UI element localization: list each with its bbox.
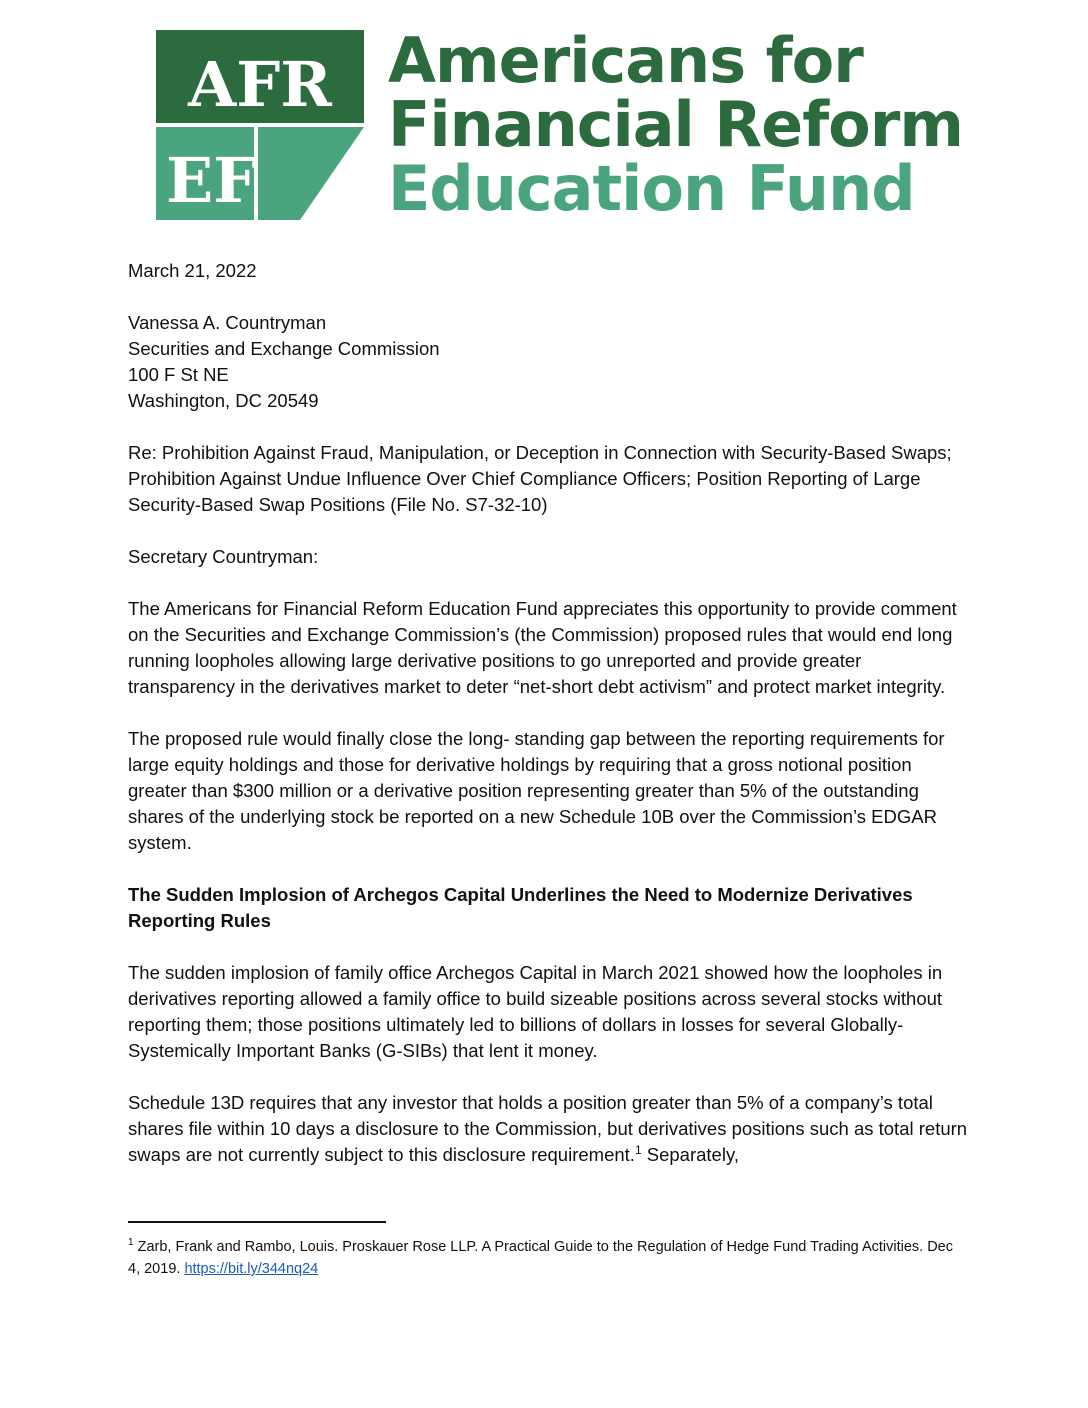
footnote-number: 1 — [128, 1237, 134, 1249]
section-heading: The Sudden Implosion of Archegos Capital Underlines the Need to Modernize Derivatives Reporting Rules — [128, 884, 913, 931]
footnote-divider — [128, 1221, 386, 1223]
paragraph-archegos: The sudden implosion of family office Archegos Capital in March 2021 showed how the loopholes in derivatives reporting allowed a family office to build sizeable positions across several stocks without reporting them; those positions ultimately led to billions of dollars in losses for several Globally-Systemically Important Banks (G-SIBs) that lent it money. — [128, 962, 943, 1061]
paragraph-proposed-rule: The proposed rule would finally close the long- standing gap between the reporting requirements for large equity holdings and those for derivative holdings by requiring that a gross notional position greater than $300 million or a derivative position representing greater than 5% of the outstanding shares of the underlying stock be reported on a new Schedule 10B over the Commission’s EDGAR system. — [128, 728, 945, 853]
footnote-text: Zarb, Frank and Rambo, Louis. Proskauer Rose LLP. A Practical Guide to the Regulation of Hedge Fund Trading Activities. Dec 4, 2019. — [128, 1239, 953, 1277]
salutation: Secretary Countryman: — [128, 546, 319, 567]
recipient-city: Washington, DC 20549 — [128, 390, 319, 411]
logo-line-3: Education Fund — [388, 152, 915, 225]
footnote-ref[interactable]: 1 — [634, 1142, 642, 1157]
recipient-org: Securities and Exchange Commission — [128, 338, 440, 359]
logo-mark-ef: EF — [166, 144, 258, 217]
recipient-street: 100 F St NE — [128, 364, 229, 385]
paragraph-schedule-13d — [128, 1090, 968, 1168]
paragraph-intro: The Americans for Financial Reform Education Fund appreciates this opportunity to provide comment on the Securities and Exchange Commission’s (the Commission) proposed rules that would end long running loopholes allowing large derivative positions to go unreported and provide greater transparency in the derivatives market to deter “net-short debt activism” and protect market integrity. — [128, 598, 957, 697]
schedule-13d-continuation: Separately, — [641, 1144, 739, 1165]
subject-line: Re: Prohibition Against Fraud, Manipulation, or Deception in Connection with Security-Based Swaps; Prohibition Against Undue Influence Over Chief Compliance Officers; Position Reporting of Large Security-Based Swap Positions (File No. S7-32-10) — [128, 442, 952, 515]
recipient-name: Vanessa A. Countryman — [128, 312, 327, 333]
logo-mark-afr: AFR — [188, 48, 332, 121]
schedule-13d-text: Schedule 13D requires that any investor that holds a position greater than 5% of a company’s total shares file within 10 days a disclosure to the Commission, but derivatives positions such as total return swaps are not currently subject to this disclosure requirement. — [128, 1092, 968, 1165]
recipient-address — [128, 310, 968, 414]
afref-logo-mark — [156, 30, 364, 220]
logo-line-2: Financial Reform — [388, 88, 963, 161]
footnote-link[interactable]: https://bit.ly/344nq24 — [184, 1261, 319, 1277]
logo-line-1: Americans for — [388, 24, 863, 97]
afref-logo — [156, 24, 976, 225]
letter-body — [128, 258, 968, 1194]
logo-wordmark — [388, 24, 988, 225]
letter-date: March 21, 2022 — [128, 260, 257, 281]
footnote — [128, 1236, 968, 1280]
